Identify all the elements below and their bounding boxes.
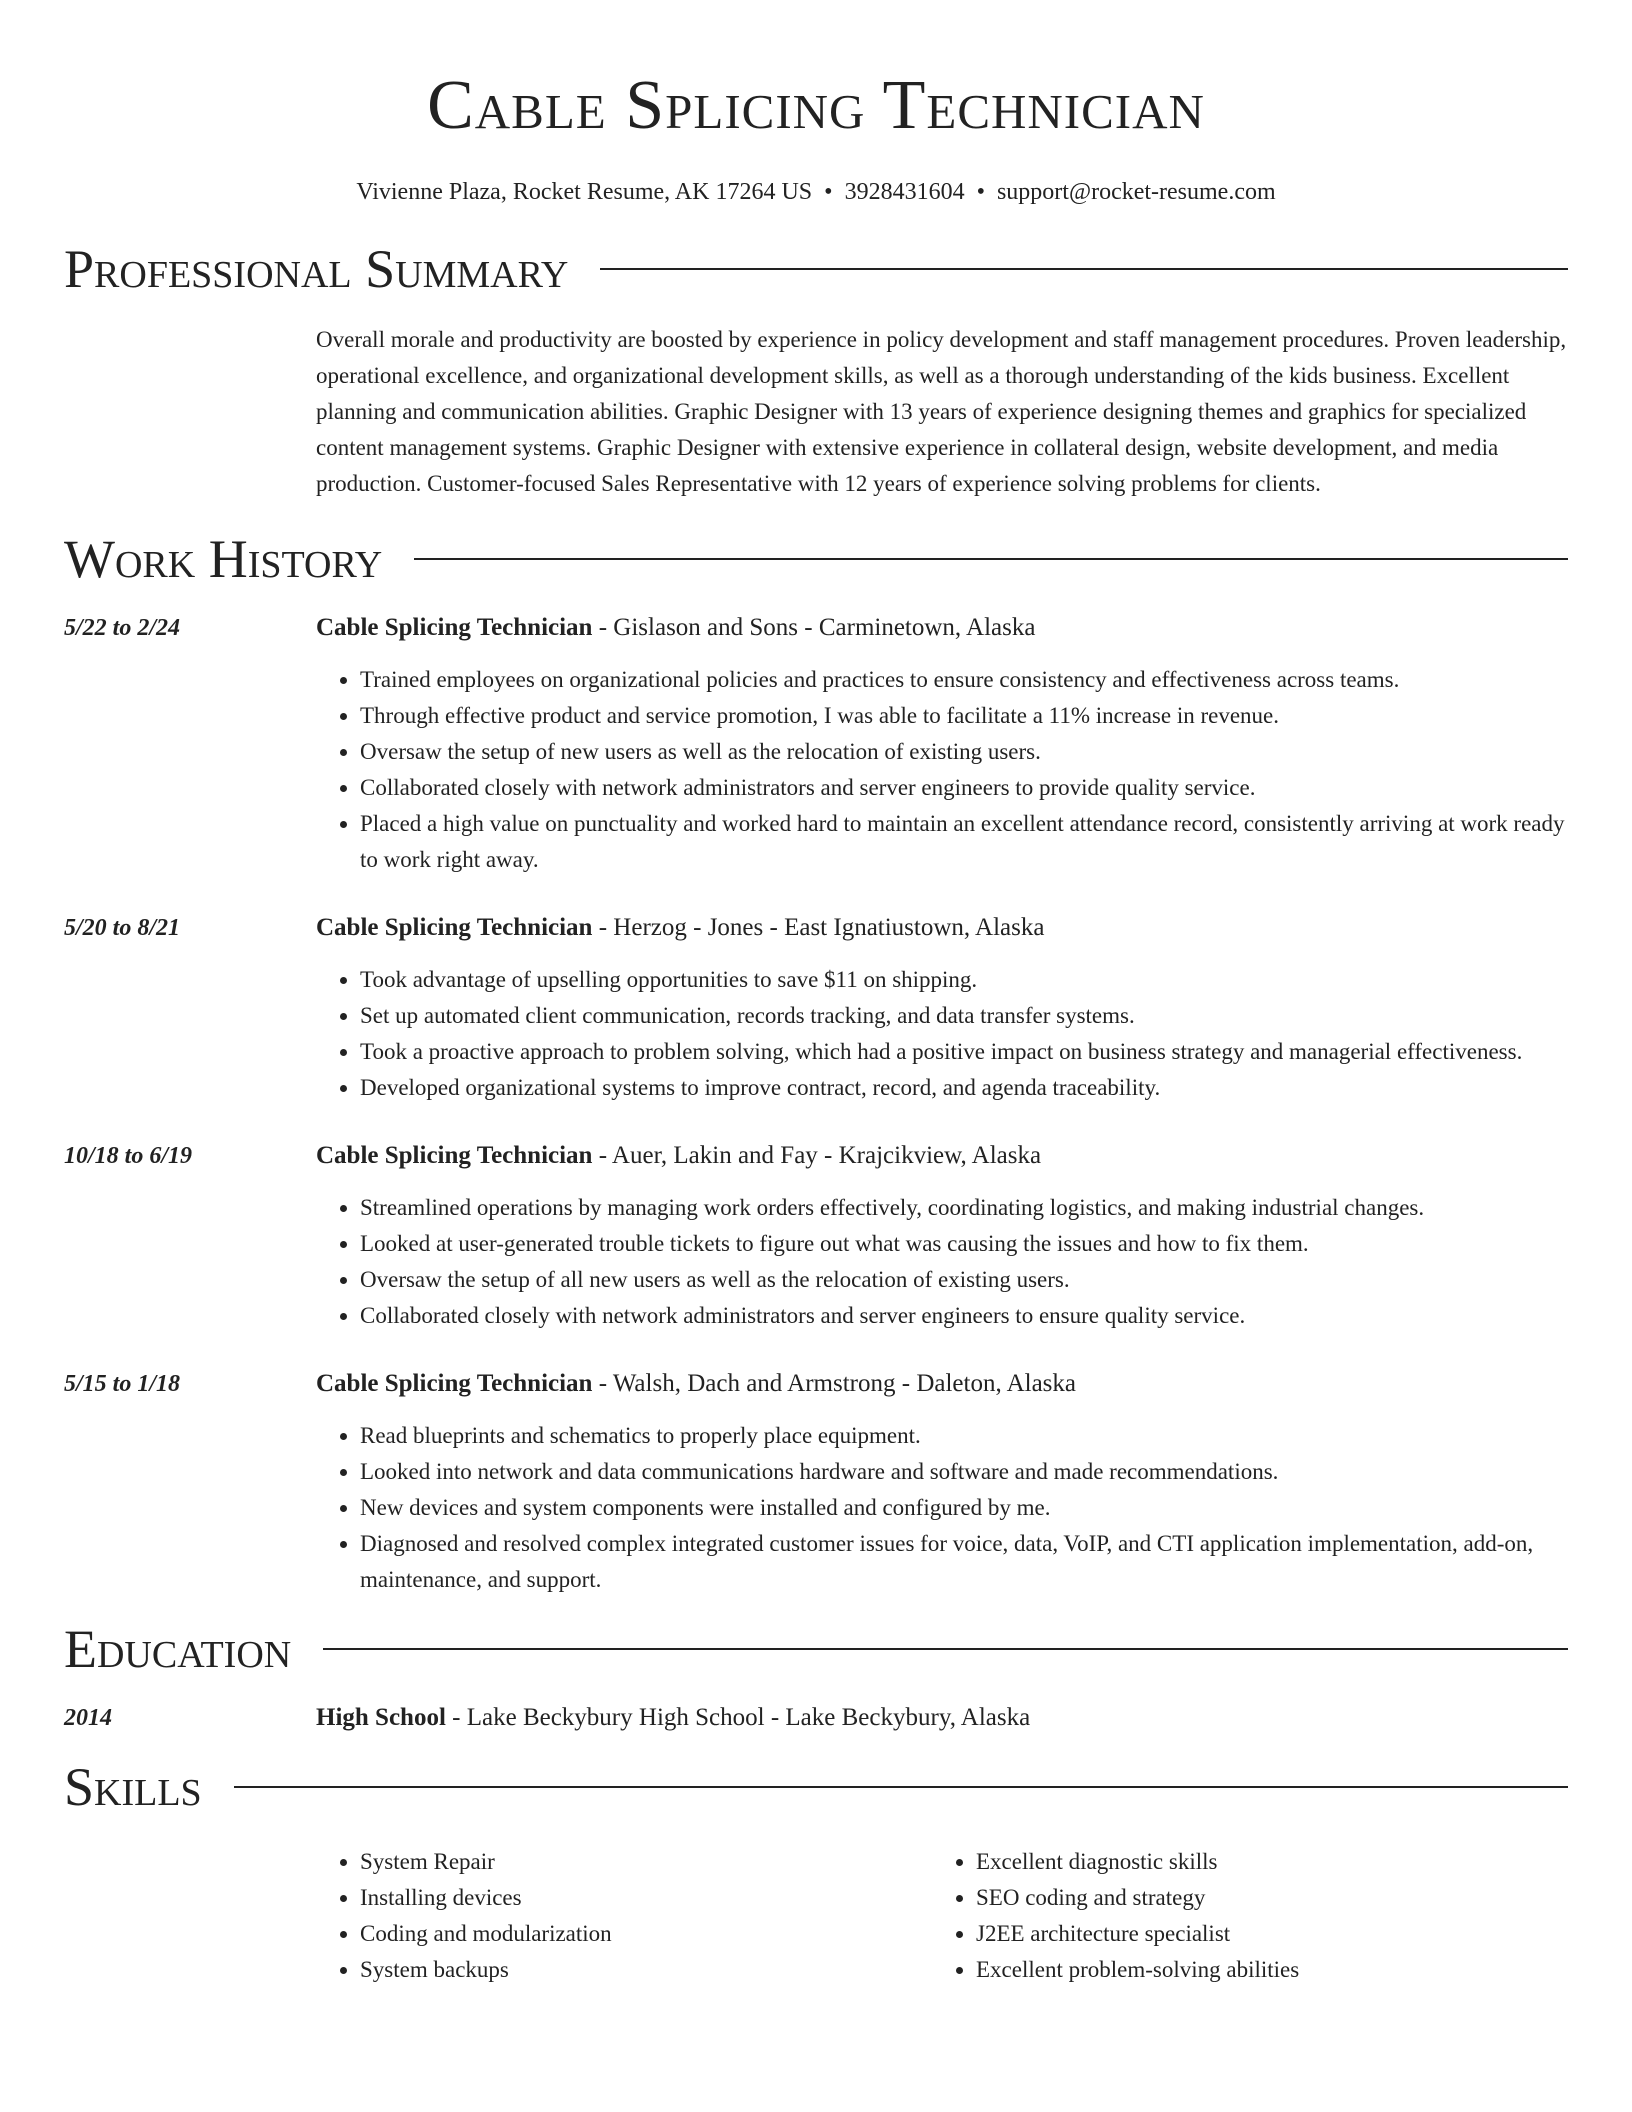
resume-title: Cable Splicing Technician (427, 67, 1205, 144)
skills-column-right (932, 1844, 1548, 1988)
education-line (316, 1700, 1568, 1736)
section-divider (234, 1786, 1568, 1788)
job-date: 5/22 to 2/24 (64, 615, 181, 641)
section-divider (323, 1648, 1568, 1650)
job-entry (64, 610, 1568, 878)
skill-item: • Installing devices (360, 1880, 932, 1916)
job-date: 10/18 to 6/19 (64, 1143, 193, 1169)
job-body (316, 910, 1568, 1106)
skill-item: • Excellent diagnostic skills (976, 1844, 1548, 1880)
skill-item: • J2EE architecture specialist (976, 1916, 1548, 1952)
job-bullet: • Read blueprints and schematics to properly place equipment. (360, 1418, 1568, 1454)
job-bullet: • Collaborated closely with network administrators and server engineers to ensure quality service. (360, 1298, 1568, 1334)
job-bullet: • Developed organizational systems to improve contract, record, and agenda traceability. (360, 1070, 1568, 1106)
summary-text: Overall morale and productivity are boosted by experience in policy development and staff management procedures. Proven leadership, operational excellence, and organizational development skills, as well as a thorough understanding of the kids business. Excellent planning and communication abilities. Graphic Designer with 13 years of experience designing themes and graphics for specialized content management systems. Graphic Designer with extensive experience in collateral design, website development, and media production. Customer-focused Sales Representative with 12 years of experience solving problems for clients. (316, 327, 1567, 496)
job-bullet: • Trained employees on organizational policies and practices to ensure consistency and effectiveness across teams. (360, 662, 1568, 698)
job-bullet: • Took advantage of upselling opportunities to save $11 on shipping. (360, 962, 1568, 998)
summary-section-header (64, 238, 1568, 300)
skills-heading: Skills (64, 1757, 202, 1817)
contact-separator: • (976, 179, 985, 205)
job-details: - Auer, Lakin and Fay - Krajcikview, Alaska (592, 1142, 1042, 1169)
contact-email: support@rocket-resume.com (996, 179, 1276, 205)
section-divider (600, 268, 1568, 270)
education-degree: High School (316, 1704, 446, 1731)
job-details: - Gislason and Sons - Carminetown, Alaska (592, 614, 1036, 641)
job-bullet: • Placed a high value on punctuality and worked hard to maintain an excellent attendance record, consistently arriving at work ready to work right away. (360, 806, 1568, 878)
job-title-line (316, 1366, 1568, 1402)
skills-list (316, 1844, 1568, 1988)
job-bullet: • Oversaw the setup of all new users as well as the relocation of existing users. (360, 1262, 1568, 1298)
job-bullet: • Through effective product and service promotion, I was able to facilitate a 11% increase in revenue. (360, 698, 1568, 734)
job-body (316, 610, 1568, 878)
job-details: - Herzog - Jones - East Ignatiustown, Alaska (592, 914, 1045, 941)
education-heading: Education (64, 1619, 292, 1679)
job-title-line (316, 910, 1568, 946)
summary-heading: Professional Summary (64, 239, 569, 299)
skill-item: • Coding and modularization (360, 1916, 932, 1952)
job-bullets (316, 962, 1568, 1106)
job-title-line (316, 610, 1568, 646)
education-date: 2014 (64, 1705, 112, 1731)
skill-item: • Excellent problem-solving abilities (976, 1952, 1548, 1988)
job-title: Cable Splicing Technician (316, 1370, 593, 1397)
contact-phone: 3928431604 (844, 179, 965, 205)
job-entry (64, 1366, 1568, 1598)
education-entry (64, 1700, 1568, 1736)
skills-bullets (932, 1844, 1548, 1988)
job-date: 5/20 to 8/21 (64, 915, 181, 941)
job-bullet: • Collaborated closely with network administrators and server engineers to provide quality service. (360, 770, 1568, 806)
job-title: Cable Splicing Technician (316, 1142, 593, 1169)
contact-separator: • (824, 179, 833, 205)
skills-bullets (316, 1844, 932, 1988)
section-divider (414, 558, 1568, 560)
education-section-header (64, 1618, 1568, 1680)
job-title: Cable Splicing Technician (316, 614, 593, 641)
work-heading: Work History (64, 529, 383, 589)
job-bullets (316, 662, 1568, 878)
job-bullet: • Took a proactive approach to problem solving, which had a positive impact on business strategy and managerial effectiveness. (360, 1034, 1568, 1070)
job-bullet: • Streamlined operations by managing work orders effectively, coordinating logistics, and making industrial changes. (360, 1190, 1568, 1226)
skill-item: • SEO coding and strategy (976, 1880, 1548, 1916)
contact-address: Vivienne Plaza, Rocket Resume, AK 17264 US (356, 179, 813, 205)
education-details: - Lake Beckybury High School - Lake Beckybury, Alaska (445, 1704, 1031, 1731)
job-body (316, 1366, 1568, 1598)
job-details: - Walsh, Dach and Armstrong - Daleton, Alaska (592, 1370, 1077, 1397)
education-body (316, 1700, 1568, 1736)
skill-item: • System Repair (360, 1844, 932, 1880)
job-bullet: • New devices and system components were installed and configured by me. (360, 1490, 1568, 1526)
work-section-header (64, 528, 1568, 590)
skills-column-left (316, 1844, 932, 1988)
job-title-line (316, 1138, 1568, 1174)
job-date: 5/15 to 1/18 (64, 1371, 181, 1397)
contact-line (64, 176, 1568, 208)
job-bullet: • Oversaw the setup of new users as well as the relocation of existing users. (360, 734, 1568, 770)
skills-section-header (64, 1756, 1568, 1818)
job-bullets (316, 1418, 1568, 1598)
job-bullet: • Looked into network and data communications hardware and software and made recommendations. (360, 1454, 1568, 1490)
job-bullets (316, 1190, 1568, 1334)
job-bullet: • Diagnosed and resolved complex integrated customer issues for voice, data, VoIP, and CTI application implementation, add-on, maintenance, and support. (360, 1526, 1568, 1598)
skill-item: • System backups (360, 1952, 932, 1988)
job-bullet: • Looked at user-generated trouble tickets to figure out what was causing the issues and how to fix them. (360, 1226, 1568, 1262)
job-entry (64, 910, 1568, 1106)
job-body (316, 1138, 1568, 1334)
job-title: Cable Splicing Technician (316, 914, 593, 941)
job-bullet: • Set up automated client communication, records tracking, and data transfer systems. (360, 998, 1568, 1034)
job-entry (64, 1138, 1568, 1334)
